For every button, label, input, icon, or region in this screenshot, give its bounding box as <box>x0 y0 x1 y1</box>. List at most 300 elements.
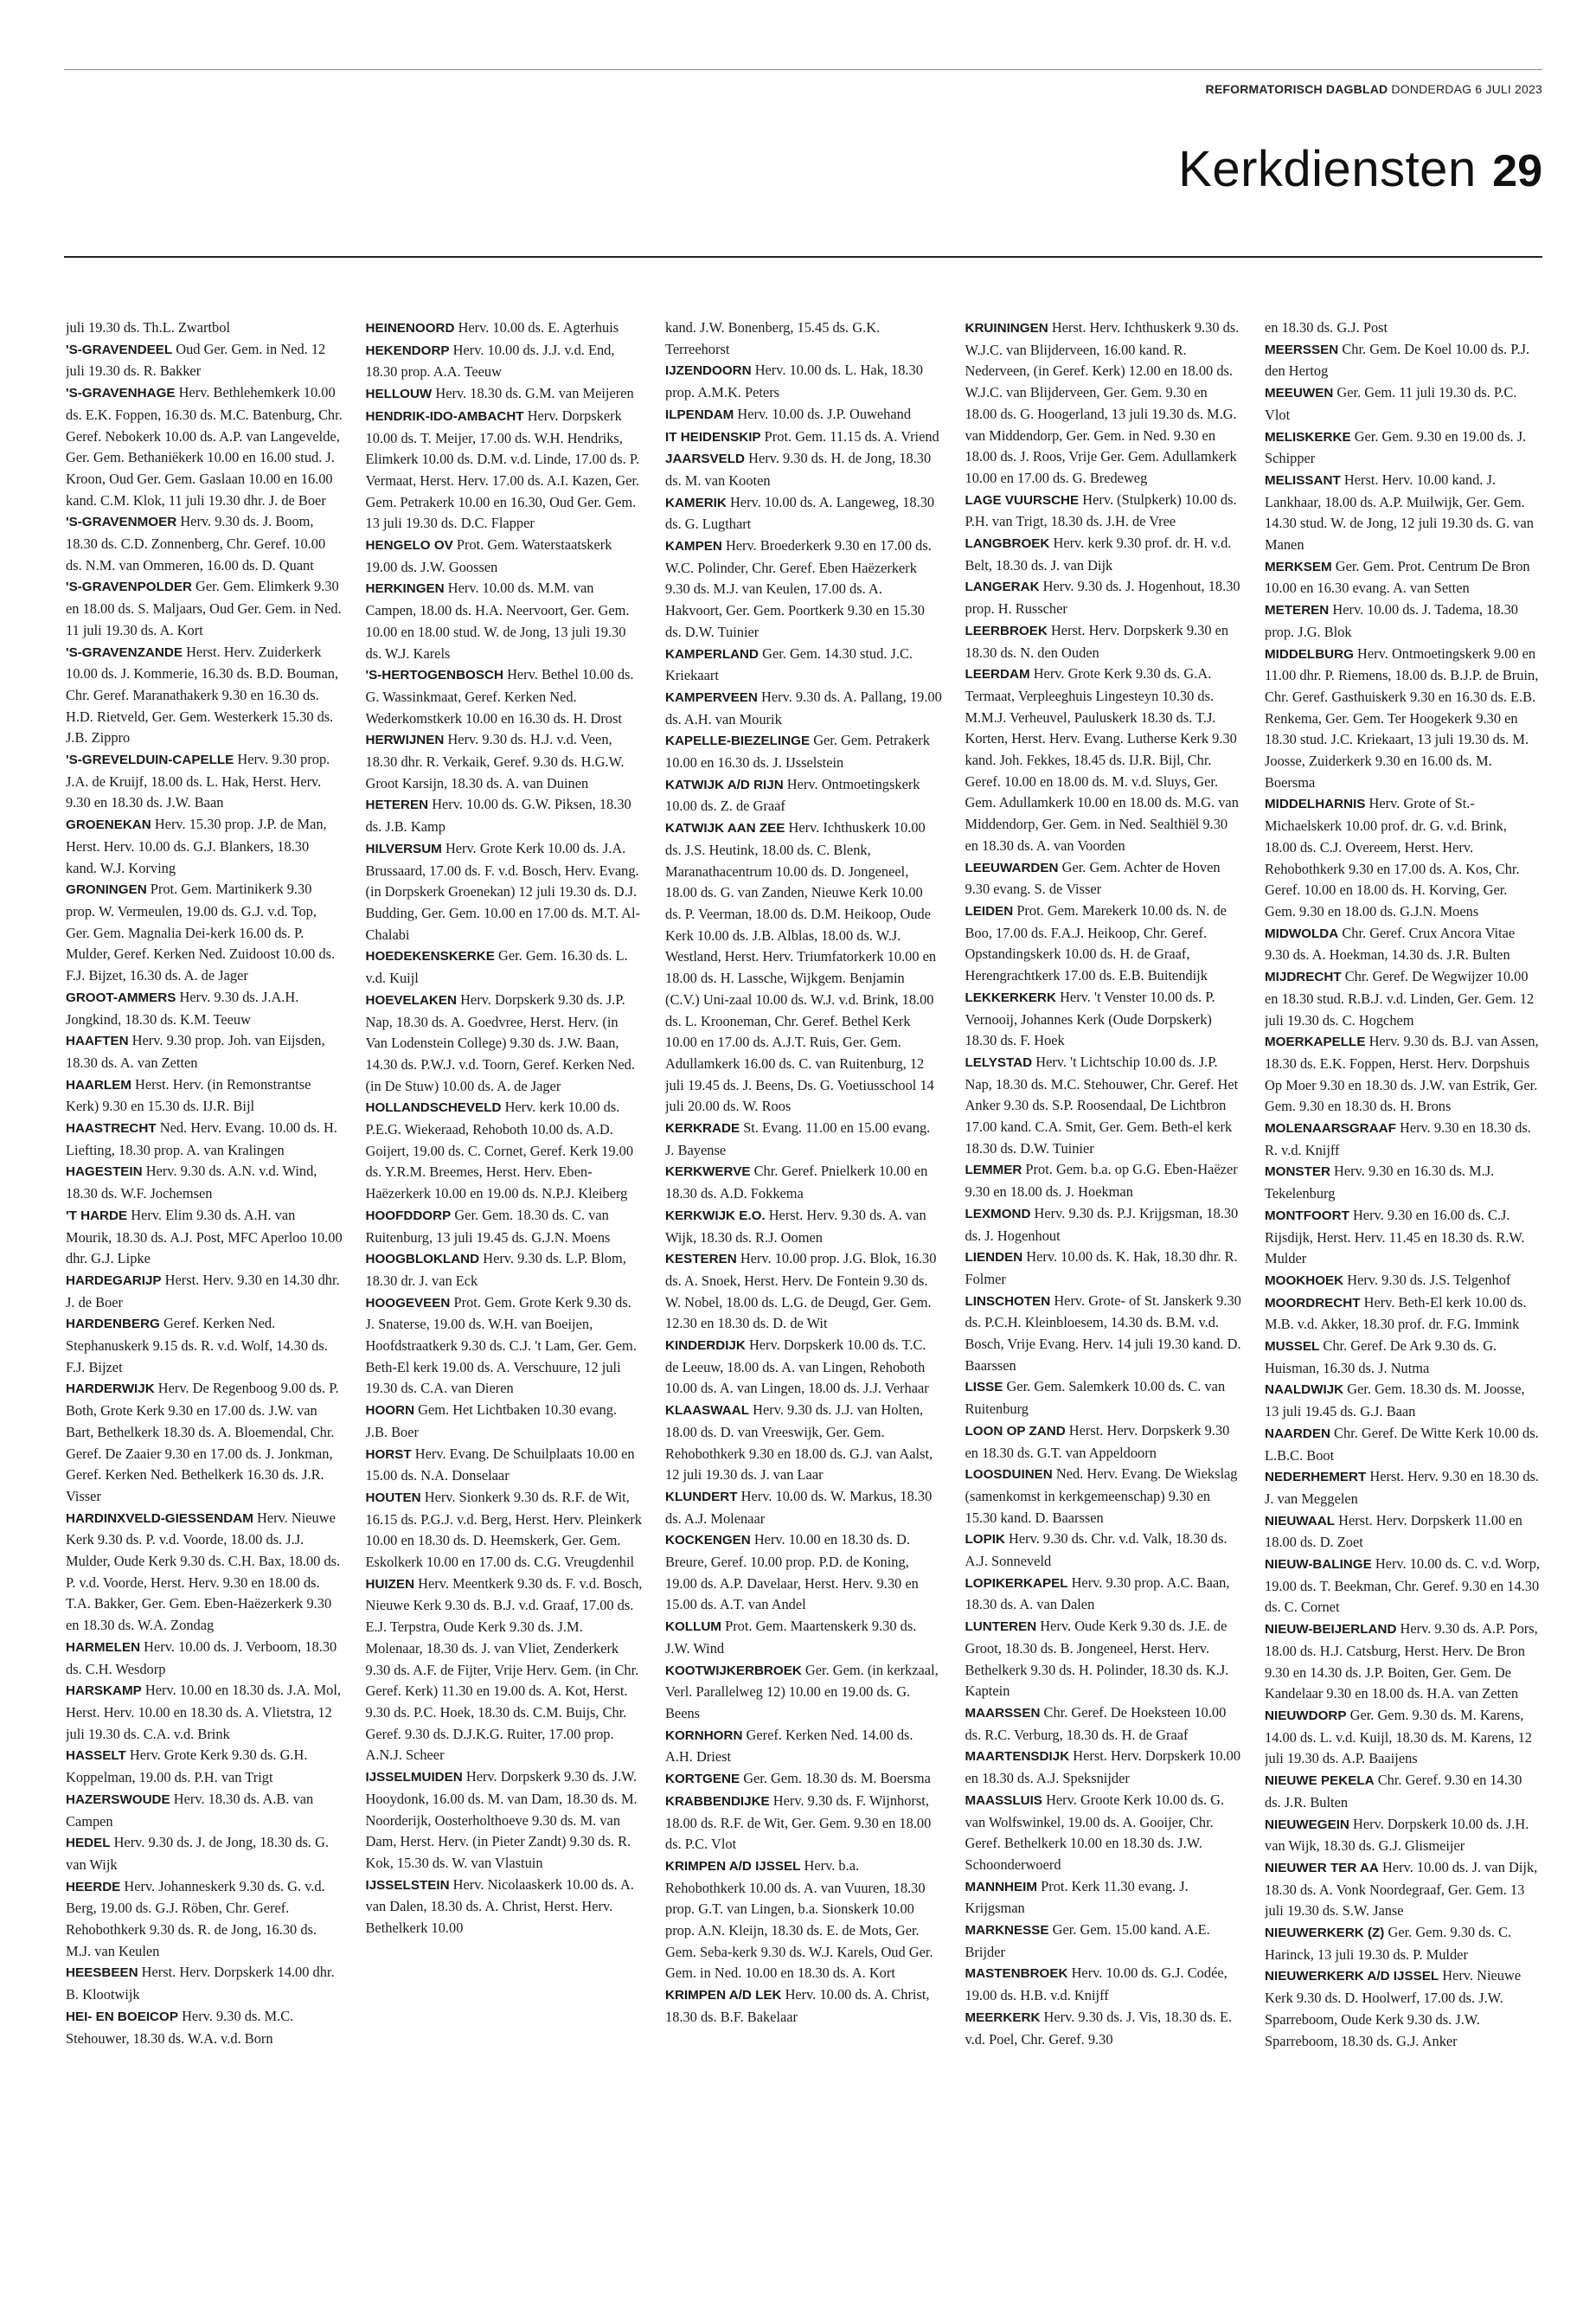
service-details: Herv. 9.30 prop. Joh. van Eijsden, 18.30 ds. A. van Zetten <box>66 1032 325 1071</box>
service-entry <box>366 990 643 1098</box>
service-details: Herv. Nieuwe Kerk 9.30 ds. P. v.d. Voorde, 18.00 ds. J.J. Mulder, Oude Kerk 9.30 ds. C.H. Bax, 18.00 ds. P. v.d. Voorde, Herst. Herv. 9.30 en 18.00 ds. T.A. Bakker, Ger. Gem. Eben-Haëzerkerk 9.30 en 18.30 ds. W.A. Zondag <box>66 1509 341 1634</box>
service-details: Herv. Dorpskerk 9.30 ds. J.W. Hooydonk, 16.00 ds. M. van Dam, 18.30 ds. M. Noorderijk, Oosterholthoeve 9.30 ds. M. van Dam, Herst. Herv. (in Pieter Zandt) 9.30 ds. R. Kok, 15.30 ds. W. van Vlastuin <box>365 1768 638 1871</box>
service-entry <box>665 1118 942 1161</box>
service-entry <box>665 1161 942 1204</box>
place-name: LEERDAM <box>965 667 1030 683</box>
service-details: Prot. Gem. 11.15 ds. A. Vriend <box>764 427 939 445</box>
place-name: HUIZEN <box>365 1576 415 1592</box>
service-details: Ned. Herv. Evang. De Wiekslag (samenkomst in kerkgemeenschap) 9.30 en 15.30 kand. D. Baarssen <box>965 1465 1238 1526</box>
service-entry <box>1265 339 1542 382</box>
place-name: MARKNESSE <box>965 1923 1049 1939</box>
service-entry <box>1265 1814 1542 1857</box>
service-entry <box>1265 1336 1542 1379</box>
service-entry <box>66 2006 343 2049</box>
place-name: HERWIJNEN <box>365 733 445 748</box>
service-entry <box>965 857 1242 901</box>
service-entry <box>1265 793 1542 922</box>
service-details: Prot. Gem. Waterstaatskerk 19.00 ds. J.W. Goossen <box>365 536 612 575</box>
service-details: Herv. 9.30 ds. J.J. van Holten, 18.00 ds. D. van Vreeswijk, Ger. Gem. Rehobothkerk 9.30 en 18.00 ds. G.J. van Aalst, 12 juli 19.30 ds. J. van Laar <box>665 1401 933 1484</box>
service-entry <box>1265 599 1542 643</box>
service-details: Ger. Gem. 18.30 ds. M. Boersma <box>743 1770 931 1787</box>
service-details: Herv. 9.30 ds. A. Pallang, 19.00 ds. A.H. van Mourik <box>665 688 942 727</box>
service-entry <box>1265 1705 1542 1770</box>
service-details: Herv. 9.30 ds. P.J. Krijgsman, 18.30 ds. J. Hogenhout <box>965 1204 1239 1244</box>
place-name: HASSELT <box>66 1748 126 1764</box>
service-entry <box>1265 923 1542 966</box>
service-details: Herv. 10.00 ds. C. v.d. Worp, 19.00 ds. T. Beekman, Chr. Geref. 9.30 en 14.30 ds. C. Cornet <box>1265 1555 1541 1616</box>
service-entry <box>66 1074 343 1118</box>
place-name: LISSE <box>965 1380 1003 1395</box>
service-entry <box>965 1291 1242 1377</box>
place-name: LAGE VUURSCHE <box>965 492 1080 508</box>
place-name: IJSSELSTEIN <box>365 1877 450 1893</box>
service-details: Herv. 9.30 ds. J.S. Telgenhof <box>1347 1271 1511 1288</box>
column-1 <box>66 317 343 2271</box>
service-details: Herst. Herv. (in Remonstrantse Kerk) 9.30 en 15.30 ds. IJ.R. Bijl <box>66 1075 311 1115</box>
service-entry <box>1265 1161 1542 1204</box>
place-name: MONSTER <box>1265 1164 1330 1180</box>
service-details: Herv. Johanneskerk 9.30 ds. G. v.d. Berg, 19.00 ds. G.J. Röben, Chr. Geref. Rehobothkerk 9.30 ds. R. de Jong, 16.30 ds. M.J. van Keulen <box>66 1877 325 1959</box>
service-entry <box>665 492 942 535</box>
place-name: KRIMPEN A/D LEK <box>665 1988 782 2003</box>
place-name: KRUININGEN <box>965 321 1048 336</box>
service-details: Herv. Bethel 10.00 ds. G. Wassinkmaat, Geref. Kerken Ned. Wederkomstkerk 10.00 en 16.30 ds. H. Drost <box>365 666 634 727</box>
service-entry <box>1265 1118 1542 1161</box>
service-details: Chr. Gem. De Koel 10.00 ds. P.J. den Hertog <box>1265 340 1530 380</box>
service-details: Herv. Evang. De Schuilplaats 10.00 en 15.00 ds. N.A. Donselaar <box>365 1445 635 1484</box>
service-entry <box>366 794 643 837</box>
service-details: Chr. Geref. De Witte Kerk 10.00 ds. L.B.C. Boot <box>1265 1424 1539 1464</box>
service-entry <box>665 1616 942 1659</box>
place-name: HEESBEEN <box>66 1965 138 1981</box>
service-details: Herv. 18.30 ds. G.M. van Meijeren <box>435 385 634 402</box>
service-entry <box>965 1052 1242 1160</box>
service-details: Herv. Elim 9.30 ds. A.H. van Mourik, 18.30 ds. A.J. Post, MFC Aperloo 10.00 dhr. G.J. Lipke <box>66 1206 343 1267</box>
service-details: Ger. Gem. 18.30 ds. C. van Ruitenburg, 13 juli 19.45 ds. G.J.N. Moens <box>365 1206 611 1246</box>
service-details: Ger. Gem. Prot. Centrum De Bron 10.00 en 16.30 evang. A. van Setten <box>1265 557 1530 597</box>
service-details: Herv. Oude Kerk 9.30 ds. J.E. de Groot, 18.30 ds. B. Jongeneel, Herst. Herv. Bethelkerk 9.30 ds. H. Polinder, 18.30 ds. K.J. Kaptein <box>965 1618 1229 1700</box>
service-details: Herv. b.a. Rehobothkerk 10.00 ds. A. van Vuuren, 18.30 prop. G.T. van Lingen, b.a. Sionskerk 10.00 prop. A.N. Kleijn, 18.30 ds. E. de Mots, Ger. Gem. Seba-kerk 9.30 ds. W.J. Karels, Oud Ger. Gem. in Ned. 10.00 en 18.30 ds. A. Kort <box>665 1856 933 1982</box>
service-entry <box>665 774 942 817</box>
service-entry <box>665 1529 942 1616</box>
service-entry <box>66 814 343 879</box>
service-entry <box>66 1789 343 1832</box>
place-name: MONTFOORT <box>1265 1208 1349 1223</box>
service-details: Chr. Geref. Pnielkerk 10.00 en 18.30 ds. A.D. Fokkema <box>665 1163 928 1202</box>
place-name: HARSKAMP <box>66 1683 142 1699</box>
place-name: 'S-GRAVENDEEL <box>66 342 173 357</box>
place-name: 'T HARDE <box>66 1208 128 1223</box>
service-entry <box>66 1745 343 1788</box>
place-name: MERKSEM <box>1265 559 1332 574</box>
place-name: KLAASWAAL <box>665 1403 750 1419</box>
service-entry <box>665 1725 942 1768</box>
service-details: juli 19.30 ds. Th.L. Zwartbol <box>66 319 230 336</box>
place-name: METEREN <box>1265 603 1330 619</box>
service-entry <box>66 339 343 382</box>
place-name: HAARLEM <box>66 1077 131 1093</box>
service-details: Herv. 9.30 ds. J. Vis, 18.30 ds. E. v.d. Poel, Chr. Geref. 9.30 <box>965 2008 1233 2048</box>
service-entry <box>965 1790 1242 1876</box>
place-name: LOON OP ZAND <box>965 1423 1066 1439</box>
place-name: LEMMER <box>965 1163 1022 1178</box>
service-entry <box>66 1378 343 1507</box>
service-details: Herv. Grote- of St. Janskerk 9.30 ds. P.C.H. Kleinbloesem, 14.30 ds. B.M. v.d. Bosch, Vrije Evang. Herv. 14 juli 19.30 kand. D. Baarssen <box>965 1292 1241 1374</box>
church-services-listing <box>66 317 1542 2271</box>
service-entry <box>366 1292 643 1400</box>
service-details: Herv. 9.30 prop. J.A. de Kruijf, 18.00 ds. L. Hak, Herst. Herv. 9.30 en 18.30 ds. J.W. Baan <box>66 751 330 811</box>
place-name: HAAFTEN <box>66 1034 129 1049</box>
service-entry <box>366 945 643 989</box>
service-entry <box>665 448 942 491</box>
service-entry <box>665 644 942 687</box>
service-entry <box>366 1205 643 1248</box>
service-entry <box>965 1159 1242 1202</box>
place-name: HERKINGEN <box>365 581 445 597</box>
place-name: KERKRADE <box>665 1121 740 1137</box>
service-details: Ned. Herv. Evang. 10.00 ds. H. Liefting, 18.30 prop. A. van Kralingen <box>66 1119 337 1158</box>
place-name: NAARDEN <box>1265 1426 1330 1441</box>
service-details: Ger. Gem. 16.30 ds. L. v.d. Kuijl <box>365 947 628 987</box>
service-entry <box>665 1205 942 1248</box>
place-name: HOEDEKENSKERKE <box>365 949 495 965</box>
place-name: MASTENBROEK <box>965 1966 1068 1982</box>
place-name: LINSCHOTEN <box>965 1293 1051 1309</box>
service-details: Prot. Gem. b.a. op G.G. Eben-Haëzer 9.30 en 18.00 ds. J. Hoekman <box>965 1161 1238 1201</box>
place-name: JAARSVELD <box>665 452 745 467</box>
service-details: Herv. Dorpskerk 10.00 ds. T.C. de Leeuw, 18.00 ds. A. van Lingen, Rehoboth 10.00 ds. A. van Lingen, 18.00 ds. J.J. Verhaar <box>665 1336 929 1397</box>
service-details: Prot. Gem. Grote Kerk 9.30 ds. J. Snaterse, 19.00 ds. W.H. van Boeijen, Hoofdstraatkerk 9.30 ds. C.J. 't Lam, Ger. Gem. Beth-El kerk 19.00 ds. A. Verschuure, 12 juli 19.30 ds. C.A. van Dieren <box>365 1293 637 1397</box>
service-details: Chr. Geref. 9.30 en 14.30 ds. J.R. Bulten <box>1265 1772 1522 1811</box>
service-entry <box>66 1832 343 1875</box>
service-details: Herv. 9.30 en 18.30 ds. R. v.d. Knijff <box>1265 1119 1531 1158</box>
service-entry <box>366 383 643 406</box>
service-details: Herv. 10.00 ds. J.P. Ouwehand <box>737 405 912 422</box>
service-details: Ger. Gem. 9.30 en 19.00 ds. J. Schipper <box>1265 427 1527 467</box>
service-entry <box>965 901 1242 987</box>
service-details: Ger. Gem. 11 juli 19.30 ds. P.C. Vlot <box>1265 384 1517 423</box>
service-entry <box>1265 382 1542 426</box>
service-details: Prot. Kerk 11.30 evang. J. Krijgsman <box>965 1877 1189 1917</box>
place-name: NEDERHEMERT <box>1265 1470 1367 1485</box>
service-entry <box>66 382 343 511</box>
place-name: LEERBROEK <box>965 623 1048 638</box>
service-details: Herv. 10.00 ds. J. van Dijk, 18.30 ds. A. Vonk Noordegraaf, Ger. Gem. 13 juli 19.30 ds. S.W. Janse <box>1265 1858 1538 1920</box>
service-details: Ger. Gem. Salemkerk 10.00 ds. C. van Ruitenburg <box>965 1378 1226 1418</box>
place-name: MIDDELHARNIS <box>1265 797 1366 812</box>
service-entry <box>665 1791 942 1856</box>
service-entry <box>665 1400 942 1486</box>
service-details: Herv. 10.00 ds. L. Hak, 18.30 prop. A.M.K. Peters <box>665 362 923 401</box>
place-name: MELISKERKE <box>1265 429 1351 445</box>
place-name: KOLLUM <box>665 1619 721 1635</box>
service-entry <box>366 406 643 535</box>
place-name: HOOFDDORP <box>365 1208 452 1223</box>
service-details: Herst. Herv. Dorpskerk 9.30 en 18.30 ds. N. den Ouden <box>965 621 1229 661</box>
service-details: Ger. Gem. (in kerkzaal, Verl. Parallelweg 12) 10.00 en 19.00 ds. G. Beens <box>665 1661 939 1721</box>
service-entry <box>965 2007 1242 2050</box>
service-entry <box>965 1203 1242 1247</box>
service-details: Herv. (Stulpkerk) 10.00 ds. P.H. van Trigt, 18.30 ds. J.H. de Vree <box>965 490 1237 530</box>
place-name: 'S-GRAVENZANDE <box>66 644 183 660</box>
place-name: HARMELEN <box>66 1639 141 1655</box>
place-name: KAPELLE-BIEZELINGE <box>665 734 811 749</box>
service-entry <box>366 1875 643 1939</box>
service-entry <box>1265 1922 1542 1965</box>
place-name: KRABBENDIJKE <box>665 1793 770 1809</box>
service-entry <box>66 576 343 641</box>
place-name: 'S-GRAVENPOLDER <box>66 580 192 595</box>
column-2 <box>366 317 643 2271</box>
place-name: KLUNDERT <box>665 1489 738 1504</box>
service-entry <box>965 1573 1242 1616</box>
service-entry <box>665 535 942 644</box>
place-name: KINDERDIJK <box>665 1338 746 1354</box>
service-entry <box>665 687 942 730</box>
place-name: IJSSELMUIDEN <box>365 1770 463 1785</box>
service-entry <box>366 664 643 729</box>
place-name: HOOGEVEEN <box>365 1295 451 1311</box>
service-details: Herst. Herv. Dorpskerk 11.00 en 18.00 ds. D. Zoet <box>1265 1511 1522 1551</box>
place-name: MIJDRECHT <box>1265 970 1342 985</box>
place-name: NIEUWDORP <box>1265 1708 1347 1723</box>
service-details: Herst. Herv. Dorpskerk 9.30 en 18.30 ds. G.T. van Appeldoorn <box>965 1421 1230 1461</box>
service-entry <box>965 1920 1242 1963</box>
service-details: Herv. 9.30 ds. J.A.H. Jongkind, 18.30 ds. K.M. Teeuw <box>66 988 299 1028</box>
masthead-paper: REFORMATORISCH DAGBLAD <box>1205 82 1388 96</box>
service-details: Chr. Geref. De Ark 9.30 ds. G. Huisman, 16.30 ds. J. Nutma <box>1265 1337 1497 1376</box>
service-details: Herv. 9.30 ds. H. de Jong, 18.30 ds. M. van Kooten <box>665 450 932 489</box>
masthead-date: DONDERDAG 6 JULI 2023 <box>1391 82 1542 96</box>
place-name: MAARTENSDIJK <box>965 1749 1070 1765</box>
service-details: Herv. 10.00 ds. E. Agterhuis <box>458 319 619 336</box>
place-name: GROENEKAN <box>66 817 151 833</box>
service-entry <box>366 1248 643 1292</box>
service-entry <box>965 1464 1242 1529</box>
service-details: Herv. 10.00 en 18.30 ds. J.A. Mol, Herst. Herv. 10.00 en 18.30 ds. A. Vlietstra, 12 juli 19.30 ds. C.A. v.d. Brink <box>66 1682 341 1742</box>
place-name: HETEREN <box>365 798 429 813</box>
service-details: Herv. Nicolaaskerk 10.00 ds. A. van Dalen, 18.30 ds. A. Christ, Herst. Herv. Bethelkerk 10.00 <box>365 1875 634 1937</box>
service-details: Herv. 9.30 ds. J. Boom, 18.30 ds. C.D. Zonnenberg, Chr. Geref. 10.00 ds. N.M. van Ommeren, 16.00 ds. D. Quant <box>66 513 326 574</box>
place-name: LOOSDUINEN <box>965 1467 1053 1483</box>
place-name: MOORDRECHT <box>1265 1295 1361 1311</box>
service-entry <box>965 1876 1242 1920</box>
service-entry <box>665 1335 942 1400</box>
place-name: HENDRIK-IDO-AMBACHT <box>365 408 524 424</box>
service-details: Herv. Dorpskerk 9.30 ds. J.P. Nap, 18.30 ds. A. Goedvree, Herst. Herv. (in Van Lodenstein College) 9.30 ds. J.W. Baan, 14.30 ds. P.W.J. v.d. Toorn, Geref. Kerken Ned. (in De Stuw) 10.00 ds. A. de Jager <box>365 990 635 1094</box>
service-entry <box>366 1574 643 1766</box>
place-name: MOLENAARSGRAAF <box>1265 1121 1396 1137</box>
place-name: LIENDEN <box>965 1250 1023 1266</box>
service-entry <box>965 1746 1242 1789</box>
place-name: HARDENBERG <box>66 1317 160 1332</box>
service-entry <box>965 1420 1242 1464</box>
place-name: HAGESTEIN <box>66 1164 143 1180</box>
place-name: 'S-GREVELDUIN-CAPELLE <box>66 753 234 768</box>
service-entry <box>1265 1423 1542 1466</box>
column-3 <box>665 317 942 2271</box>
service-details: kand. J.W. Bonenberg, 15.45 ds. G.K. Terreehorst <box>665 319 881 357</box>
place-name: 'S-GRAVENMOER <box>66 515 177 530</box>
service-details: Herv. Ontmoetingskerk 10.00 ds. Z. de Graaf <box>665 775 920 815</box>
place-name: KAMPERVEEN <box>665 689 758 705</box>
service-details: Herv. kerk 10.00 ds. P.E.G. Wiekeraad, Rehoboth 10.00 ds. A.D. Goijert, 19.00 ds. C. Cornet, Geref. Kerk 19.00 ds. Y.R.M. Breemes, Herst. Herv. Eben-Haëzerkerk 10.00 en 19.00 ds. N.P.J. Kleiberg <box>365 1099 634 1202</box>
service-entry <box>366 1444 643 1487</box>
service-entry <box>66 879 343 987</box>
service-details: Herv. 't Lichtschip 10.00 ds. J.P. Nap, 18.30 ds. M.C. Stehouwer, Chr. Geref. Het Anker 9.30 ds. S.P. Roosendaal, De Lichtbron 17.00 kand. C.A. Smit, Ger. Gem. Beth-el kerk 18.30 ds. D.W. Tuinier <box>965 1053 1239 1157</box>
service-entry <box>66 987 343 1030</box>
place-name: HELLOUW <box>365 387 433 402</box>
service-entry <box>66 1313 343 1378</box>
service-entry <box>665 1768 942 1791</box>
place-name: KESTEREN <box>665 1252 737 1267</box>
service-entry <box>1265 1270 1542 1292</box>
service-entry <box>66 1030 343 1074</box>
service-details: Herv. Grote Kerk 9.30 ds. G.H. Koppelman, 19.00 ds. P.H. van Trigt <box>66 1747 308 1786</box>
service-entry <box>366 1766 643 1875</box>
service-entry <box>1265 1466 1542 1509</box>
place-name: KORTGENE <box>665 1772 740 1787</box>
service-details: Herv. 9.30 ds. B.J. van Assen, 18.30 ds. E.K. Foppen, Herst. Herv. Dorpshuis Op Moer 9.30 en 18.30 ds. J.W. van Estrik, Ger. Gem. 9.30 en 18.30 ds. H. Brons <box>1265 1033 1539 1115</box>
service-details: Herst. Herv. Dorpskerk 14.00 dhr. B. Klootwijk <box>66 1964 335 2003</box>
service-details: Herv. 18.30 ds. A.B. van Campen <box>66 1790 314 1830</box>
service-details: Oud Ger. Gem. in Ned. 12 juli 19.30 ds. R. Bakker <box>66 340 326 380</box>
place-name: HEERDE <box>66 1879 121 1894</box>
service-details: Herv. 10.00 ds. G.W. Piksen, 18.30 ds. J.B. Kamp <box>365 796 631 836</box>
place-name: KAMPERLAND <box>665 646 759 662</box>
place-name: 'S-GRAVENHAGE <box>66 386 176 401</box>
service-details: Herv. 10.00 ds. A. Christ, 18.30 ds. B.F. Bakelaar <box>665 1986 930 2025</box>
place-name: MAARSSEN <box>965 1706 1041 1721</box>
place-name: MOERKAPELLE <box>1265 1035 1366 1050</box>
service-details: Herst. Herv. Ichthuskerk 9.30 ds. W.J.C. van Blijderveen, 16.00 kand. R. Nederveen, (in Geref. Kerk) 12.00 en 18.00 ds. W.J.C. van Blijderveen, Ger. Gem. 9.30 en 18.00 ds. G. Hoogerland, 13 juli 19.30 ds. M.G. van Middendorp, Ger. Gem. in Ned. 9.30 en 18.00 ds. J. Roos, Vrije Ger. Gem. Adullamkerk 10.00 en 17.00 ds. G. Bredeweg <box>965 319 1240 486</box>
service-details: Ger. Gem. 15.00 kand. A.E. Brijder <box>965 1921 1210 1960</box>
service-entry <box>965 576 1242 619</box>
service-entry <box>1265 1379 1542 1422</box>
service-details: Prot. Gem. Maartenskerk 9.30 ds. J.W. Wind <box>665 1618 917 1657</box>
service-entry <box>965 1529 1242 1572</box>
place-name: HILVERSUM <box>365 841 442 856</box>
place-name: ILPENDAM <box>665 407 734 422</box>
service-details: Ger. Gem. 9.30 ds. M. Karens, 14.00 ds. L. v.d. Kuijl, 18.30 ds. M. Karens, 12 juli 19.30 ds. A.P. Baaijens <box>1265 1707 1532 1767</box>
service-entry <box>665 730 942 773</box>
column-4 <box>965 317 1242 2271</box>
service-entry <box>665 1984 942 2028</box>
service-details: Herv. Nieuwe Kerk 9.30 ds. D. Hoolwerf, 17.00 ds. J.W. Sparreboom, Oude Kerk 9.30 ds. J.W. Sparreboom, 18.30 ds. G.J. Anker <box>1265 1967 1522 2049</box>
place-name: HARDEGARIJP <box>66 1272 162 1288</box>
place-name: HENGELO OV <box>365 538 453 554</box>
place-name: HEKENDORP <box>365 343 450 358</box>
service-entry <box>1265 966 1542 1031</box>
service-entry <box>665 817 942 1118</box>
service-entry <box>66 1680 343 1745</box>
place-name: KORNHORN <box>665 1727 743 1743</box>
service-details: Herv. 10.00 ds. M.M. van Campen, 18.00 ds. H.A. Neervoort, Ger. Gem. 10.00 en 18.00 stud. W. de Jong, 13 juli 19.30 ds. W.J. Karels <box>365 580 630 662</box>
place-name: HOEVELAKEN <box>365 992 457 1008</box>
service-details: Herv. 9.30 ds. J. Hogenhout, 18.30 prop. H. Russcher <box>965 578 1240 618</box>
service-entry <box>965 490 1242 533</box>
place-name: MAASSLUIS <box>965 1792 1042 1808</box>
service-entry <box>366 729 643 794</box>
top-rule <box>64 69 1542 70</box>
place-name: LEXMOND <box>965 1206 1031 1221</box>
service-entry <box>1265 1857 1542 1922</box>
place-name: MEEUWEN <box>1265 386 1334 401</box>
page-number: 29 <box>1492 146 1542 196</box>
place-name: MANNHEIM <box>965 1879 1038 1894</box>
service-entry <box>965 1963 1242 2006</box>
service-details: Herv. Meentkerk 9.30 ds. F. v.d. Bosch, Nieuwe Kerk 9.30 ds. B.J. v.d. Graaf, 17.00 ds. E.J. Terpstra, Oude Kerk 9.30 ds. J.M. Molenaar, 18.30 ds. J. van Vliet, Zenderkerk 9.30 ds. A.F. de Fijter, Vrije Herv. Gem. (in Chr. Geref. Kerk) 11.30 en 19.00 ds. A. Kot, Herst. 9.30 ds. P.C. Hoek, 18.30 ds. C.M. Buijs, Chr. Geref. 9.30 ds. D.J.K.G. Ruiter, 17.00 prop. A.N.J. Scheer <box>365 1574 643 1764</box>
service-details: Herv. 9.30 ds. M.C. Stehouwer, 18.30 ds. W.A. v.d. Born <box>66 2007 294 2047</box>
place-name: MELISSANT <box>1265 472 1341 488</box>
service-details: Prot. Gem. Marekerk 10.00 ds. N. de Boo, 17.00 ds. F.A.J. Heikoop, Chr. Geref. Opstandingskerk 10.00 ds. H. de Graaf, Herengrachtkerk 17.00 ds. E.B. Buitendijk <box>965 901 1227 984</box>
service-details: Herv. 9.30 ds. A.P. Pors, 18.00 ds. H.J. Catsburg, Herst. Herv. De Bron 9.30 en 14.30 ds. J.P. Boiten, Ger. Gem. De Kandelaar 9.30 en 18.00 ds. H.A. van Zetten <box>1265 1620 1538 1702</box>
service-entry <box>965 620 1242 663</box>
service-entry <box>665 1856 942 1984</box>
place-name: HARDINXVELD-GIESSENDAM <box>66 1510 253 1526</box>
service-entry <box>66 1270 343 1313</box>
service-details: Herv. 9.30 ds. F. Wijnhorst, 18.00 ds. R.F. de Wit, Ger. Gem. 9.30 en 18.00 ds. P.C. Vlot <box>665 1791 932 1853</box>
place-name: KATWIJK AAN ZEE <box>665 821 785 836</box>
place-name: HOLLANDSCHEVELD <box>365 1100 502 1116</box>
service-details: Herv. 9.30 prop. A.C. Baan, 18.30 ds. A. van Dalen <box>965 1574 1230 1613</box>
service-entry <box>1265 470 1542 556</box>
service-details: Herv. Dorpskerk 10.00 ds. J.H. van Wijk, 18.30 ds. G.J. Glismeijer <box>1265 1815 1529 1855</box>
service-details: Herst. Herv. 9.30 en 14.30 dhr. J. de Boer <box>66 1271 340 1311</box>
service-details: Herv. Bethlehemkerk 10.00 ds. E.K. Foppen, 16.30 ds. M.C. Batenburg, Chr. Geref. Nebokerk 10.00 ds. A.P. van Langevelde, Ger. Gem. Bethaniëkerk 10.00 en 16.00 stud. J. Kroon, Oud Ger. Gem. Gaslaan 10.00 en 16.00 kand. C.M. Klok, 11 juli 19.30 dhr. J. de Boer <box>66 384 343 509</box>
place-name: KERKWERVE <box>665 1164 751 1180</box>
service-details: Herv. Ichthuskerk 10.00 ds. J.S. Heutink, 18.00 ds. C. Blenk, Maranathacentrum 10.00 ds. D. Jongeneel, 18.00 ds. G. van Zanden, Nieuwe Kerk 10.00 ds. P. Veerman, 18.00 ds. D.M. Heikoop, Oude Kerk 10.00 ds. J.B. Alblas, 18.00 ds. W.J. Westland, Herst. Herv. Triumfatorkerk 10.00 en 18.00 ds. H. Lassche, Wijkgem. Benjamin (C.V.) Uni-zaal 10.00 ds. W.J. v.d. Brink, 18.00 ds. L. Krooneman, Chr. Geref. Bethel Kerk 10.00 en 17.00 ds. A.J.T. Ruis, Ger. Gem. Adullamkerk 16.00 ds. C. van Ruitenburg, 12 juli 19.45 ds. J. Beens, Ds. G. Voetiusschool 14 juli 20.00 ds. W. Roos <box>665 819 937 1115</box>
service-details: Herv. 9.30 ds. H.J. v.d. Veen, 18.30 dhr. R. Verkaik, Geref. 9.30 ds. H.G.W. Groot Karsijn, 18.30 ds. A. van Duinen <box>365 731 625 792</box>
service-entry <box>366 535 643 578</box>
place-name: HARDERWIJK <box>66 1381 155 1397</box>
service-entry <box>665 1486 942 1529</box>
service-entry <box>965 1616 1242 1702</box>
service-entry <box>1265 1205 1542 1270</box>
service-details: Ger. Gem. Achter de Hoven 9.30 evang. S. de Visser <box>965 858 1221 898</box>
service-entry <box>66 1962 343 2005</box>
service-details: Herv. 9.30 ds. Chr. v.d. Valk, 18.30 ds. A.J. Sonneveld <box>965 1530 1227 1570</box>
place-name: HEINENOORD <box>365 321 455 336</box>
service-details: Herv. 9.30 en 16.30 ds. M.J. Tekelenburg <box>1265 1163 1495 1202</box>
service-entry <box>66 1161 343 1204</box>
service-details: Herst. Herv. Dorpskerk 10.00 en 18.30 ds. A.J. Speksnijder <box>965 1747 1241 1787</box>
service-details: Herv. Groote Kerk 10.00 ds. G. van Wolfswinkel, 19.00 ds. A. Gooijer, Chr. Geref. Bethelkerk 10.00 en 18.30 ds. J.W. Schoonderwoerd <box>965 1791 1225 1873</box>
service-details: Herv. Grote of St.-Michaelskerk 10.00 prof. dr. G. v.d. Brink, 18.00 ds. C.J. Overeem, Herst. Herv. Rehobothkerk 9.30 en 17.00 ds. A. Kos, Chr. Geref. 10.00 en 18.00 ds. H. Korving, Ger. Gem. 9.30 en 18.00 ds. G.J.N. Moens <box>1265 795 1520 920</box>
service-entry <box>66 1637 343 1680</box>
service-details: Herst. Herv. 9.30 en 18.30 ds. J. van Meggelen <box>1265 1468 1539 1507</box>
service-details: Herv. 10.00 ds. W. Markus, 18.30 ds. A.J. Molenaar <box>665 1487 933 1527</box>
service-details: Ger. Gem. 18.30 ds. M. Joosse, 13 juli 19.45 ds. G.J. Baan <box>1265 1381 1525 1420</box>
place-name: KOCKENGEN <box>665 1533 751 1548</box>
service-entry <box>1265 644 1542 794</box>
service-details: Herv. 10.00 ds. K. Hak, 18.30 dhr. R. Folmer <box>965 1248 1238 1287</box>
service-entry <box>665 426 942 449</box>
service-entry <box>665 1248 942 1335</box>
place-name: NIEUW-BEIJERLAND <box>1265 1622 1397 1638</box>
place-name: GRONINGEN <box>66 882 147 898</box>
place-name: KERKWIJK E.O. <box>665 1208 766 1223</box>
place-name: NIEUW-BALINGE <box>1265 1557 1372 1573</box>
place-name: LELYSTAD <box>965 1054 1033 1070</box>
place-name: NIEUWERKERK A/D IJSSEL <box>1265 1969 1439 1984</box>
service-details: Herv. 10.00 ds. J. Verboom, 18.30 ds. C.H. Wesdorp <box>66 1638 337 1677</box>
header-rule <box>64 256 1542 258</box>
service-entry <box>665 360 942 403</box>
place-name: HAZERSWOUDE <box>66 1791 170 1807</box>
place-name: HORST <box>365 1446 412 1462</box>
service-entry <box>965 317 1242 490</box>
